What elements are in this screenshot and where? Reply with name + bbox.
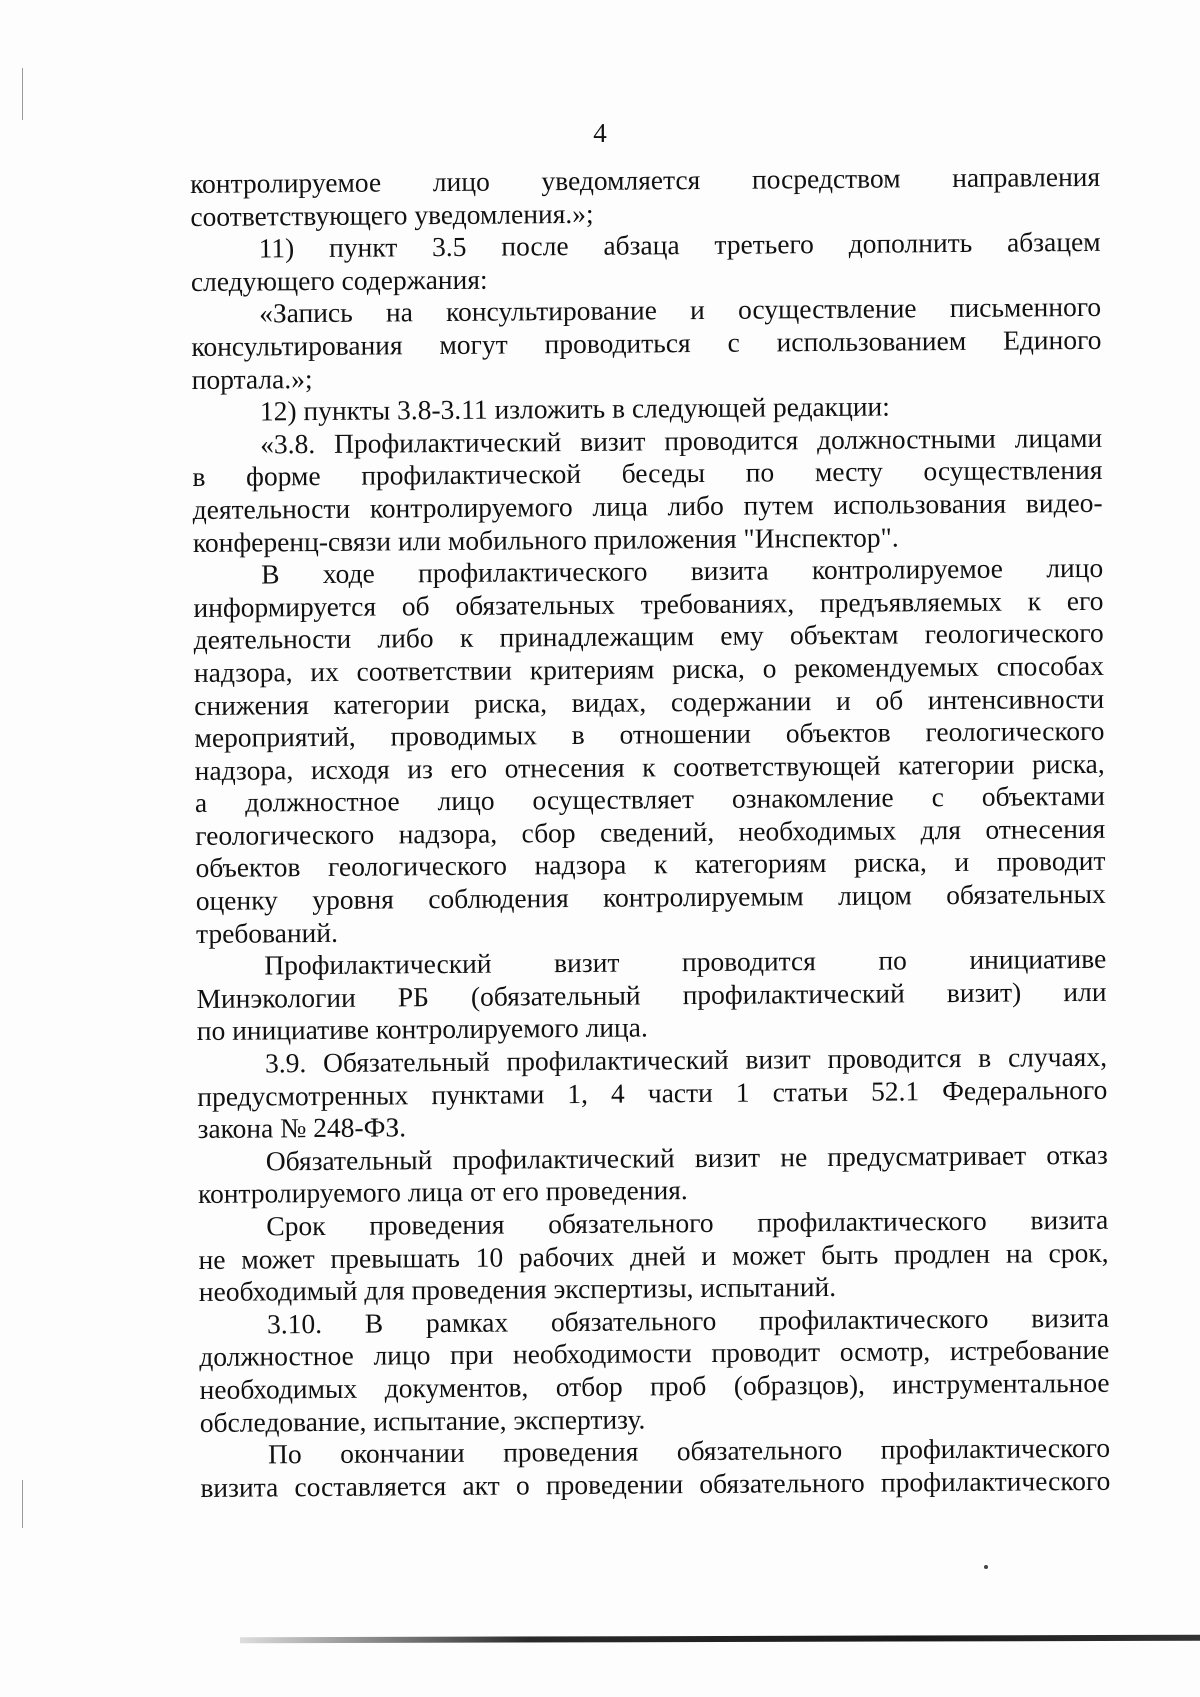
document-body <box>190 161 1110 1504</box>
text-line: геологического надзора, сбор сведений, необходимых для отнесения <box>195 812 1106 851</box>
text-line: «Запись на консультирование и осуществление письменного <box>259 291 1102 329</box>
text-line: Минэкологии РБ (обязательный профилактический визит) или <box>196 975 1107 1014</box>
text-line: соответствующего уведомления.»; <box>190 197 594 232</box>
text-line: контролируемое лицо уведомляется посредством направления <box>190 160 1101 199</box>
text-line: визита составляется акт о проведении обязательного профилактического <box>200 1464 1111 1503</box>
text-line: требований. <box>195 916 339 949</box>
text-line: По окончании проведения обязательного профилактического <box>267 1431 1111 1470</box>
text-line: 11) пункт 3.5 после абзаца третьего дополнить абзацем <box>258 226 1101 264</box>
text-line: необходимых документов, отбор проб (образцов), инструментальное <box>199 1366 1110 1405</box>
text-line: В ходе профилактического визита контролируемое лицо <box>261 551 1104 590</box>
text-line: консультирования могут проводиться с использованием Единого <box>191 323 1102 362</box>
text-line: контролируемого лица от его проведения. <box>197 1174 688 1210</box>
text-line: надзора, исходя из его отнесения к соответствующей категории риска, <box>194 747 1105 786</box>
text-line: должностное лицо при необходимости проводит осмотр, истребование <box>199 1334 1110 1373</box>
scan-artifact-left-edge <box>22 1480 23 1528</box>
text-line: портала.»; <box>191 362 313 395</box>
text-line: закона № 248-ФЗ. <box>197 1111 407 1145</box>
text-line: Срок проведения обязательного профилактического визита <box>266 1203 1109 1242</box>
text-line: 3.10. В рамках обязательного профилактического визита <box>266 1301 1110 1340</box>
text-line: по инициативе контролируемого лица. <box>196 1011 648 1047</box>
text-line: мероприятий, проводимых в отношении объектов геологического <box>194 714 1105 754</box>
text-line: оценку уровня соблюдения контролируемым лицом обязательных <box>195 877 1106 917</box>
text-line: объектов геологического надзора к категориям риска, и проводит <box>195 845 1106 884</box>
text-line: обследование, испытание, экспертизу. <box>199 1403 646 1438</box>
text-line: снижения категории риска, видах, содержании и об интенсивности <box>194 682 1105 721</box>
page-number: 4 <box>593 118 607 148</box>
text-line: деятельности либо к принадлежащим ему объектам геологического <box>193 617 1104 656</box>
text-line: не может превышать 10 рабочих дней и может быть продлен на срок, <box>198 1236 1109 1275</box>
scan-artifact-bottom-bar <box>240 1635 1200 1644</box>
text-line: «3.8. Профилактический визит проводится должностными лицами <box>260 421 1103 460</box>
text-line: а должностное лицо осуществляет ознакомление с объектами <box>194 780 1106 819</box>
scan-artifact-dot <box>984 1565 988 1569</box>
text-line: Обязательный профилактический визит не предусматривает отказ <box>265 1138 1108 1177</box>
text-line: следующего содержания: <box>190 263 488 297</box>
text-line: в форме профилактической беседы по месту осуществления <box>192 454 1103 493</box>
text-line: 12) пункты 3.8-3.11 изложить в следующей редакции: <box>259 390 890 427</box>
text-line: предусмотренных пунктами 1, 4 части 1 статьи 52.1 Федерального <box>197 1073 1108 1112</box>
text-line: конференц-связи или мобильного приложения "Инспектор". <box>192 520 899 558</box>
text-line: Профилактический визит проводится по инициативе <box>264 943 1107 981</box>
text-line: информируется об обязательных требованиях, предъявляемых к его <box>193 584 1104 623</box>
text-line: деятельности контролируемого лица либо путем использования видео- <box>192 486 1103 525</box>
scan-artifact-left-edge <box>22 68 23 120</box>
text-line: надзора, их соответствии критериям риска, о рекомендуемых способах <box>193 649 1105 688</box>
text-line: необходимый для проведения экспертизы, испытаний. <box>198 1271 837 1308</box>
text-line: 3.9. Обязательный профилактический визит проводится в случаях, <box>264 1040 1108 1079</box>
